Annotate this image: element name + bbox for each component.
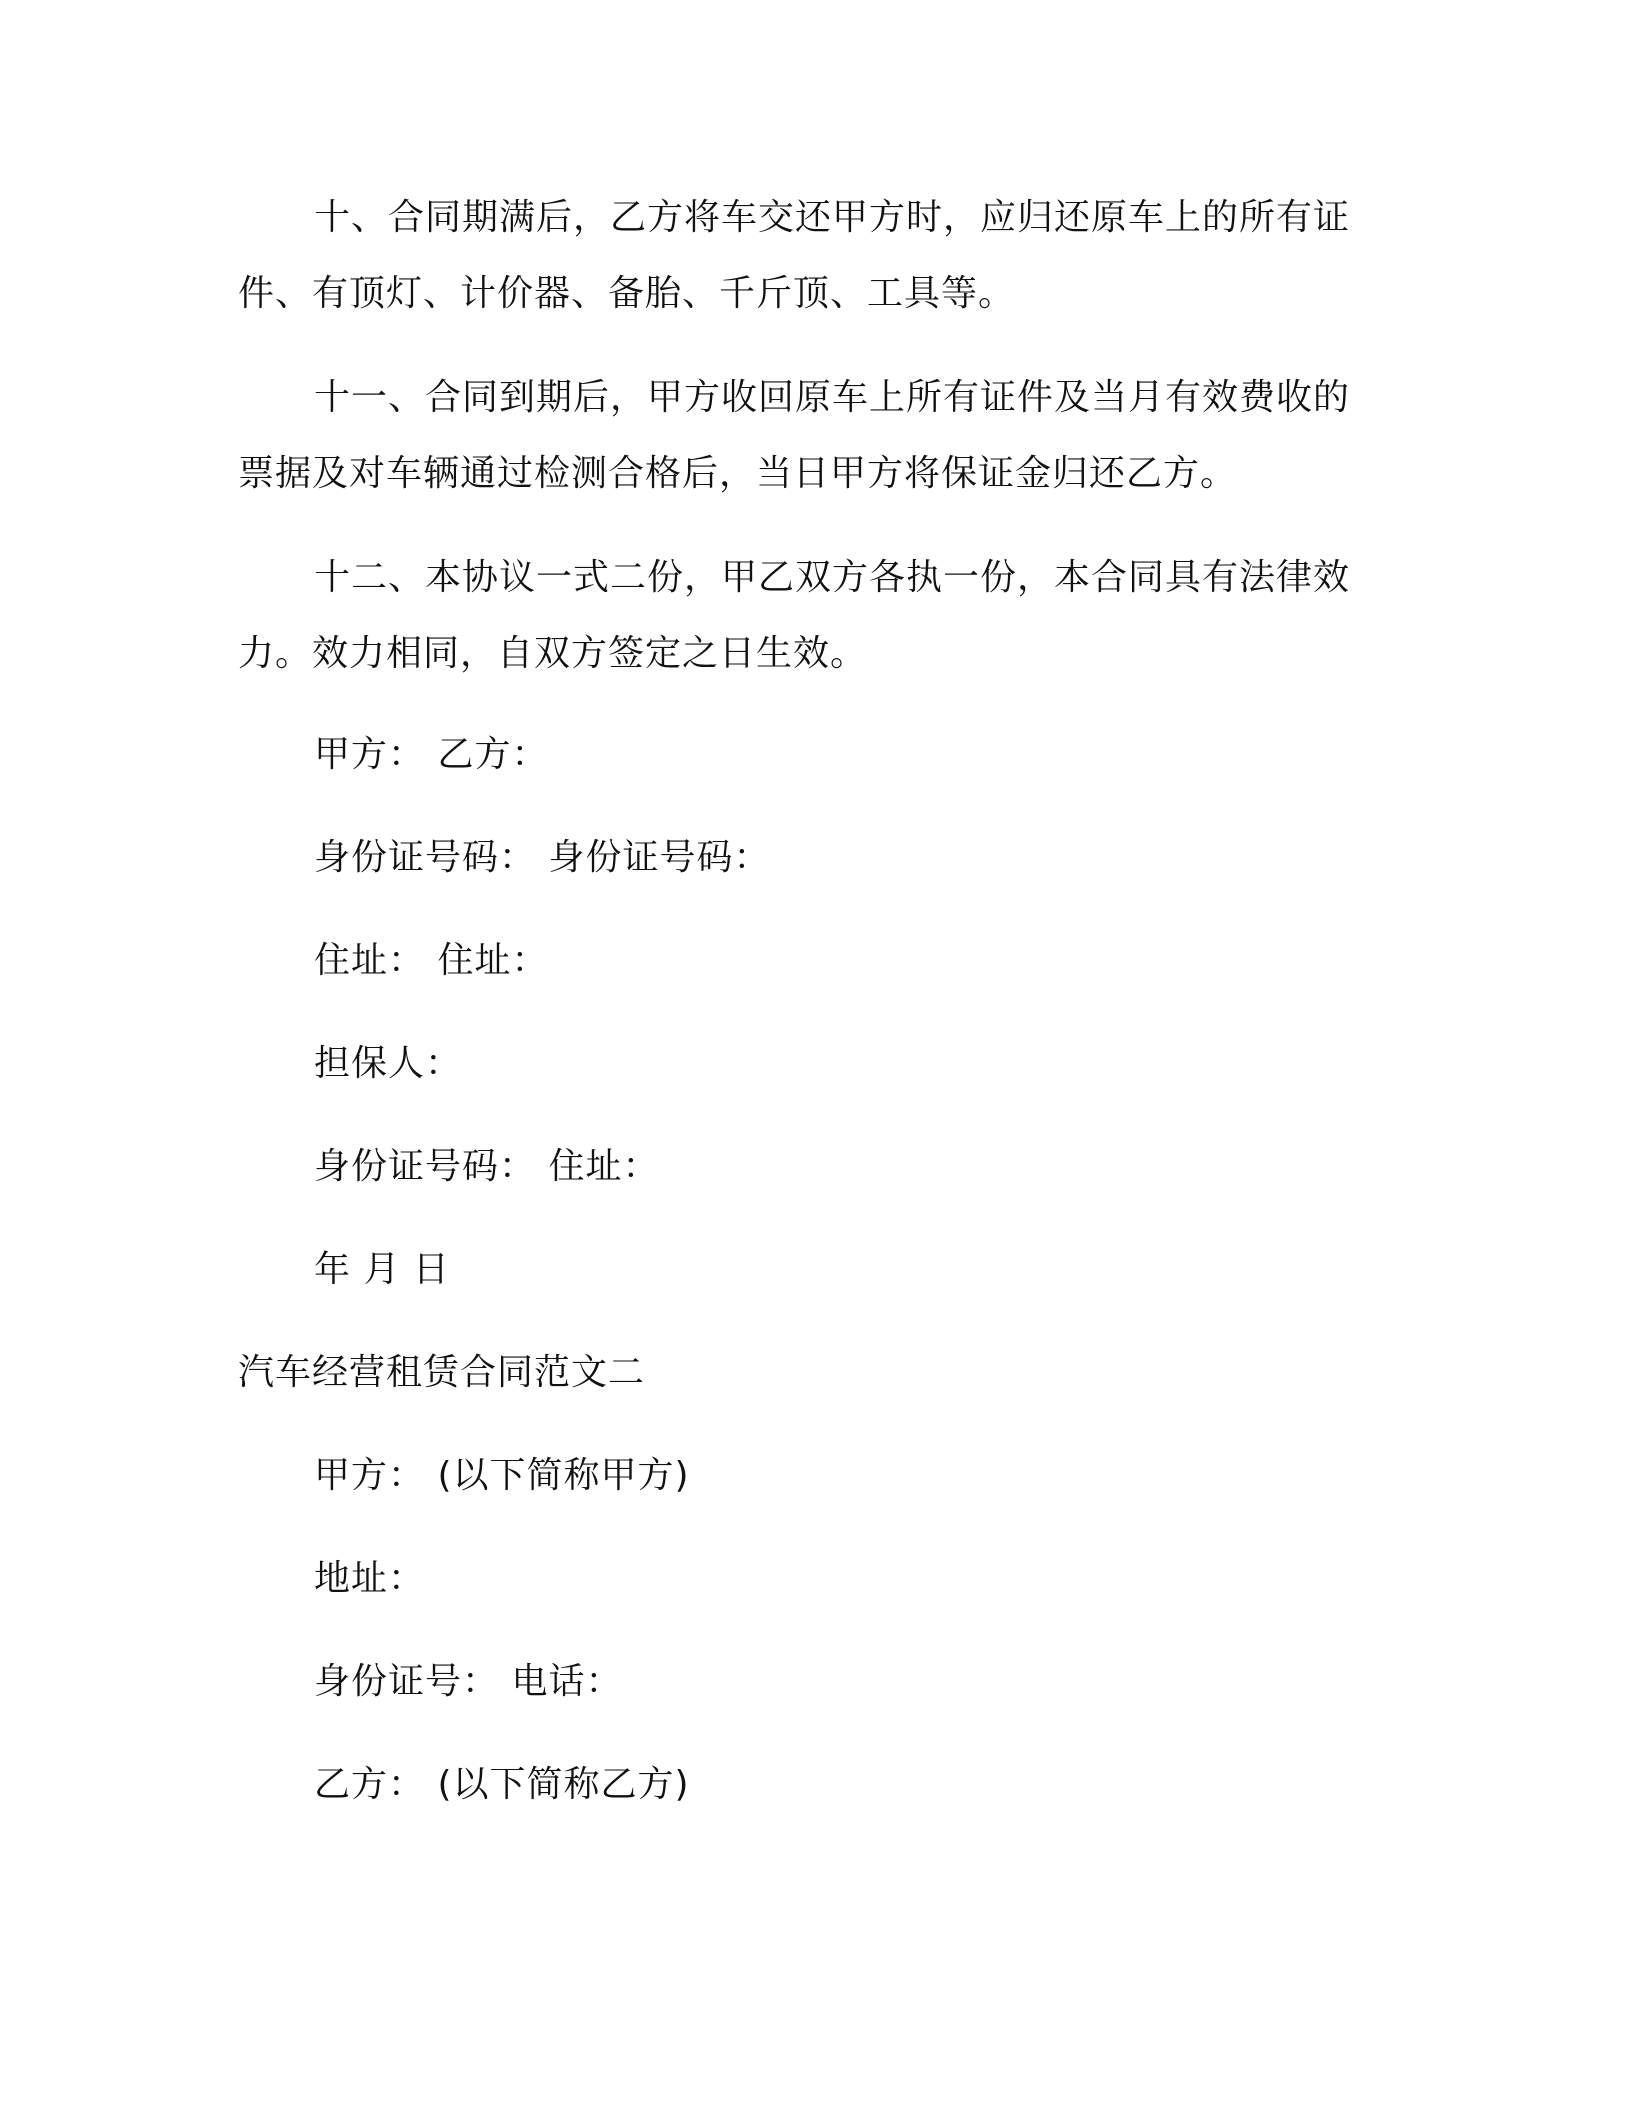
guarantor-id-address: 身份证号码： 住址： xyxy=(314,1146,660,1187)
section-title: 汽车经营租赁合同范文二 xyxy=(238,1352,646,1393)
party-a-line: 甲方： (以下简称甲方) xyxy=(314,1455,690,1496)
signature-id-numbers: 身份证号码： 身份证号码： xyxy=(314,837,771,878)
signature-addresses: 住址： 住址： xyxy=(314,940,549,981)
date-line: 年 月 日 xyxy=(314,1249,450,1290)
id-phone-line: 身份证号： 电话： xyxy=(314,1661,623,1702)
party-b-line: 乙方： (以下简称乙方) xyxy=(314,1764,690,1805)
clause-12: 十二、本协议一式二份，甲乙双方各执一份，本合同具有法律效力。效力相同，自双方签定之日生效。 xyxy=(238,557,1351,674)
signature-parties: 甲方： 乙方： xyxy=(314,734,549,775)
clause-10: 十、合同期满后，乙方将车交还甲方时，应归还原车上的所有证件、有顶灯、计价器、备胎、千斤顶、工具等。 xyxy=(238,197,1351,314)
guarantor-line: 担保人： xyxy=(314,1043,463,1084)
clause-11: 十一、合同到期后，甲方收回原车上所有证件及当月有效费收的票据及对车辆通过检测合格后，当日甲方将保证金归还乙方。 xyxy=(238,377,1351,494)
address-line: 地址： xyxy=(314,1558,426,1599)
